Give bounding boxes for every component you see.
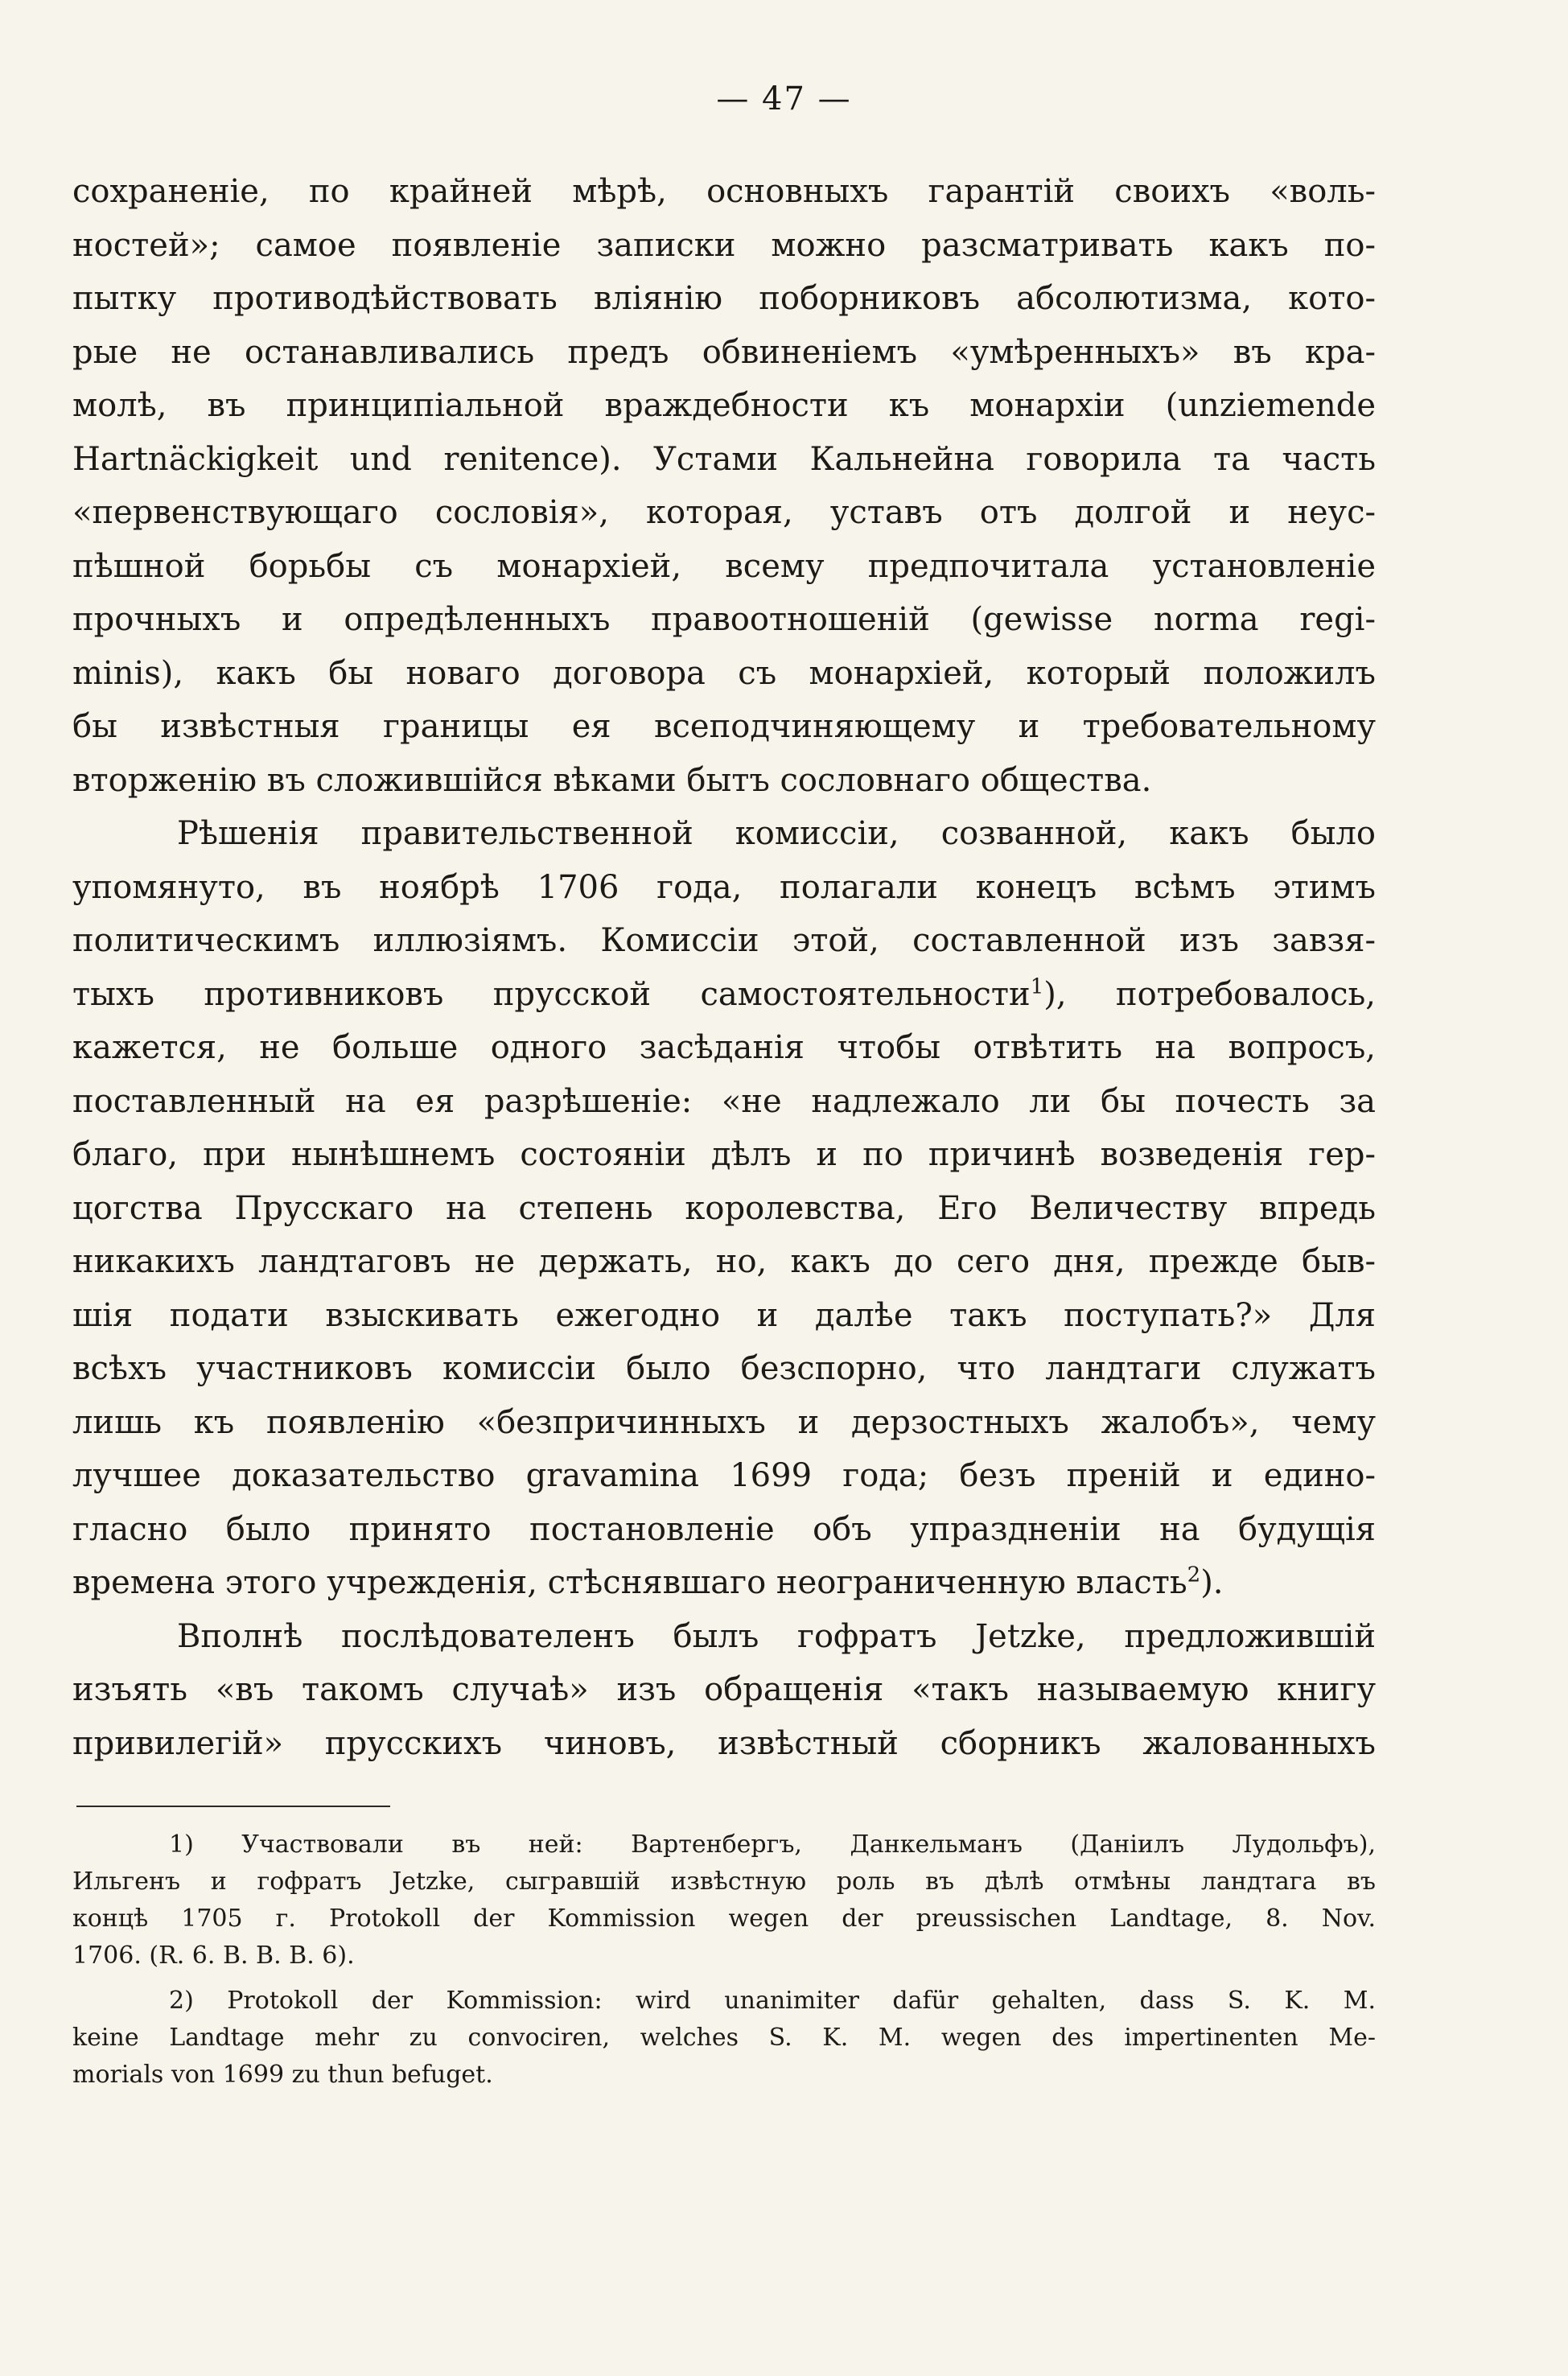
text-line: гласно было принято постановленіе объ упраздненіи на будущія (72, 1510, 1376, 1548)
footnote-ref-1: 1 (1030, 974, 1044, 999)
text-line: благо, при нынѣшнемъ состояніи дѣлъ и по причинѣ возведенія гер- (72, 1136, 1376, 1173)
text-line: поставленный на ея разрѣшеніе: «не надлежало ли бы почесть за (72, 1082, 1376, 1120)
text-line: рые не останавливались предъ обвиненіемъ «умѣренныхъ» въ кра- (72, 333, 1376, 371)
text-line: сохраненіе, по крайней мѣрѣ, основныхъ гарантій своихъ «воль- (72, 173, 1376, 210)
text-line: лучшее доказательство gravamina 1699 года; безъ преній и едино- (72, 1457, 1376, 1494)
footnote-1-line: 1706. (R. 6. B. B. B. 6). (72, 1942, 355, 1970)
page-number: — 47 — (716, 80, 852, 117)
text-line: ностей»; самое появленіе записки можно разсматривать какъ по- (72, 226, 1376, 264)
text-line: minis), какъ бы новаго договора съ монархіей, который положилъ (72, 654, 1376, 692)
text-line: пѣшной борьбы съ монархіей, всему предпочитала установленіе (72, 547, 1376, 585)
footnotes (72, 1826, 1376, 2094)
text-line: упомянуто, въ ноябрѣ 1706 года, полагали конецъ всѣмъ этимъ (72, 868, 1376, 906)
text-line: Рѣшенія правительственной комиссіи, созванной, какъ было (177, 815, 1376, 852)
text-line: цогства Прусскаго на степень королевства, Его Величеству впредь (72, 1189, 1376, 1227)
text-line: политическимъ иллюзіямъ. Комиссіи этой, составленной изъ завзя- (72, 922, 1376, 959)
text-line: кажется, не больше одного засѣданія чтобы отвѣтить на вопросъ, (72, 1029, 1376, 1066)
main-text (72, 165, 1376, 1770)
text-line: шія подати взыскивать ежегодно и далѣе такъ поступать?» Для (72, 1296, 1376, 1334)
text-line: никакихъ ландтаговъ не держать, но, какъ до сего дня, прежде быв- (72, 1243, 1376, 1280)
text-segment: , потребовалось, (1056, 975, 1376, 1013)
footnote-2-line: keine Landtage mehr zu convociren, welches S. K. M. wegen des impertinenten Me- (72, 2024, 1376, 2052)
text-line: Вполнѣ послѣдователенъ былъ гофратъ Jetzke, предложившій (177, 1617, 1376, 1655)
text-line: всѣхъ участниковъ комиссіи было безспорно, что ландтаги служатъ (72, 1350, 1376, 1387)
text-line: Hartnäckigkeit und renitence). Устами Кальнейна говорила та часть (72, 440, 1376, 478)
text-segment: ). (1200, 1564, 1224, 1601)
footnote-2-line: 2) Protokoll der Kommission: wird unanimiter dafür gehalten, dass S. K. M. (169, 1987, 1376, 2015)
text-line-with-footnote: тыхъ противниковъ прусской самостоятельности$^1$), потребовалось, (72, 974, 1376, 1013)
text-segment: тыхъ противниковъ прусской самостоятельности (72, 975, 1031, 1013)
footnote-1-line: 1) Участвовали въ ней: Вартенбергъ, Данкельманъ (Даніилъ Лудольфъ), (169, 1830, 1376, 1859)
text-line: «первенствующаго сословія», которая, уставъ отъ долгой и неус- (72, 494, 1376, 531)
text-segment: времена этого учрежденія, стѣснявшаго неограниченную власть (72, 1564, 1187, 1601)
text-line: вторженію въ сложившійся вѣками бытъ сословнаго общества. (72, 761, 1152, 799)
text-line: лишь къ появленію «безпричинныхъ и дерзостныхъ жалобъ», чему (72, 1403, 1376, 1441)
footnote-gap (72, 1975, 1376, 1983)
text-line-with-footnote (72, 1556, 1376, 1610)
text-line: изъять «въ такомъ случаѣ» изъ обращенія «такъ называемую книгу (72, 1671, 1376, 1708)
text-line: молѣ, въ принципіальной враждебности къ монархіи (unziemende (72, 387, 1376, 424)
footnote-1-line: концѣ 1705 г. Protokoll der Kommission wegen der preussischen Landtage, 8. Nov. (72, 1905, 1376, 1933)
footnote-ref-2: 2 (1187, 1563, 1201, 1587)
footnote-1-line: Ильгенъ и гофратъ Jetzke, сыгравшій извѣстную роль въ дѣлѣ отмѣны ландтага въ (72, 1867, 1376, 1896)
text-line: бы извѣстныя границы ея всеподчиняющему и требовательному (72, 708, 1376, 745)
footnote-2-line: morials von 1699 zu thun befuget. (72, 2061, 493, 2089)
footnote-divider (76, 1806, 390, 1807)
text-line: привилегій» прусскихъ чиновъ, извѣстный сборникъ жалованныхъ (72, 1724, 1376, 1762)
text-line: пытку противодѣйствовать вліянію поборниковъ абсолютизма, кото- (72, 280, 1376, 317)
text-line: прочныхъ и опредѣленныхъ правоотношеній (gewisse norma regi- (72, 601, 1376, 638)
